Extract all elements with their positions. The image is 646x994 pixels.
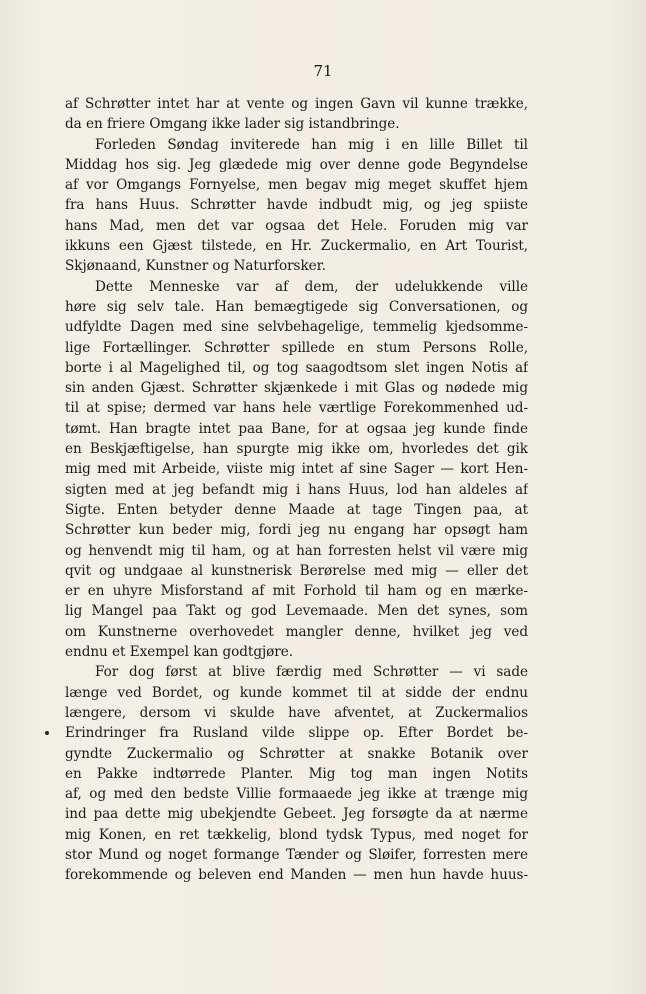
text-line: af vor Omgangs Fornyelse, men begav mig meget skuffet hjem bbox=[65, 177, 528, 194]
text-line: ind paa dette mig ubekjendte Gebeet. Jeg forsøgte da at nærme bbox=[65, 806, 528, 823]
text-line: lig Mangel paa Takt og god Levemaade. Men det synes, som bbox=[65, 603, 528, 620]
text-line: Sigte. Enten betyder denne Maade at tage Tingen paa, at bbox=[65, 501, 528, 518]
text-line: er en uhyre Misforstand af mit Forhold til ham og en mærke- bbox=[65, 583, 528, 600]
text-line: om Kunstnerne overhovedet mangler denne, hvilket jeg ved bbox=[65, 623, 528, 640]
text-line: af Schrøtter intet har at vente og ingen Gavn vil kunne trække, bbox=[65, 96, 528, 112]
text-line: borte i al Magelighed til, og tog saagodtsom slet ingen Notis af bbox=[65, 359, 528, 376]
text-line: en Beskjæftigelse, han spurgte mig ikke om, hvorledes det gik bbox=[65, 441, 528, 458]
text-line: gyndte Zuckermalio og Schrøtter at snakke Botanik over bbox=[65, 745, 528, 762]
text-line: fra hans Huus. Schrøtter havde indbudt mig, og jeg spiiste bbox=[65, 197, 528, 214]
text-line: lige Fortællinger. Schrøtter spillede en stum Persons Rolle, bbox=[65, 339, 528, 356]
text-line: Schrøtter kun beder mig, fordi jeg nu engang har opsøgt ham bbox=[65, 522, 528, 539]
text-line: forekommende og beleven end Manden — men hun havde huus- bbox=[65, 867, 528, 884]
page-number: 71 bbox=[313, 62, 333, 80]
text-line: en Pakke indtørrede Planter. Mig tog man ingen Notits bbox=[65, 765, 528, 782]
text-line: mig med mit Arbeide, viiste mig intet af sine Sager — kort Hen- bbox=[65, 461, 528, 478]
text-line: længere, dersom vi skulde have afventet, at Zuckermalios bbox=[65, 704, 528, 721]
text-line: og henvendt mig til ham, og at han forresten helst vil være mig bbox=[65, 542, 528, 559]
text-line: Erindringer fra Rusland vilde slippe op. Efter Bordet be- bbox=[65, 725, 528, 742]
text-line: udfyldte Dagen med sine selvbehagelige, temmelig kjedsomme- bbox=[65, 319, 528, 336]
text-line: stor Mund og noget formange Tænder og Sløifer, forresten mere bbox=[65, 846, 528, 863]
text-line: ikkuns een Gjæst tilstede, en Hr. Zuckermalio, en Art Tourist, bbox=[65, 238, 528, 255]
text-line: hans Mad, men det var ogsaa det Hele. Foruden mig var bbox=[65, 217, 528, 234]
text-line: længe ved Bordet, og kunde kommet til at sidde der endnu bbox=[65, 684, 528, 701]
text-line: Forleden Søndag inviterede han mig i en lille Billet til bbox=[95, 136, 528, 153]
text-line: sigten med at jeg befandt mig i hans Huus, lod han aldeles af bbox=[65, 481, 528, 498]
margin-dot-mark bbox=[45, 731, 49, 735]
text-line: da en friere Omgang ikke lader sig istandbringe. bbox=[65, 116, 400, 133]
text-line: tømt. Han bragte intet paa Bane, for at ogsaa jeg kunde finde bbox=[65, 420, 528, 437]
text-line: Skjønaand, Kunstner og Naturforsker. bbox=[65, 258, 326, 275]
text-line: Dette Menneske var af dem, der udelukkende ville bbox=[95, 278, 528, 295]
text-line: til at spise; dermed var hans hele værtlige Forekommenhed ud- bbox=[65, 400, 528, 417]
text-line: høre sig selv tale. Han bemægtigede sig Conversationen, og bbox=[65, 298, 528, 315]
text-line: Middag hos sig. Jeg glædede mig over denne gode Begyndelse bbox=[65, 156, 528, 173]
text-line: mig Konen, en ret tækkelig, blond tydsk Typus, med noget for bbox=[65, 826, 528, 843]
text-line: qvit og undgaae al kunstnerisk Berørelse med mig — eller det bbox=[65, 562, 528, 579]
text-line: af, og med den bedste Villie formaaede jeg ikke at trænge mig bbox=[65, 786, 528, 803]
text-line: endnu et Exempel kan godtgjøre. bbox=[65, 644, 293, 661]
text-line: For dog først at blive færdig med Schrøtter — vi sade bbox=[95, 664, 528, 681]
body-text bbox=[65, 94, 528, 886]
text-line: sin anden Gjæst. Schrøtter skjænkede i mit Glas og nødede mig bbox=[65, 380, 528, 397]
